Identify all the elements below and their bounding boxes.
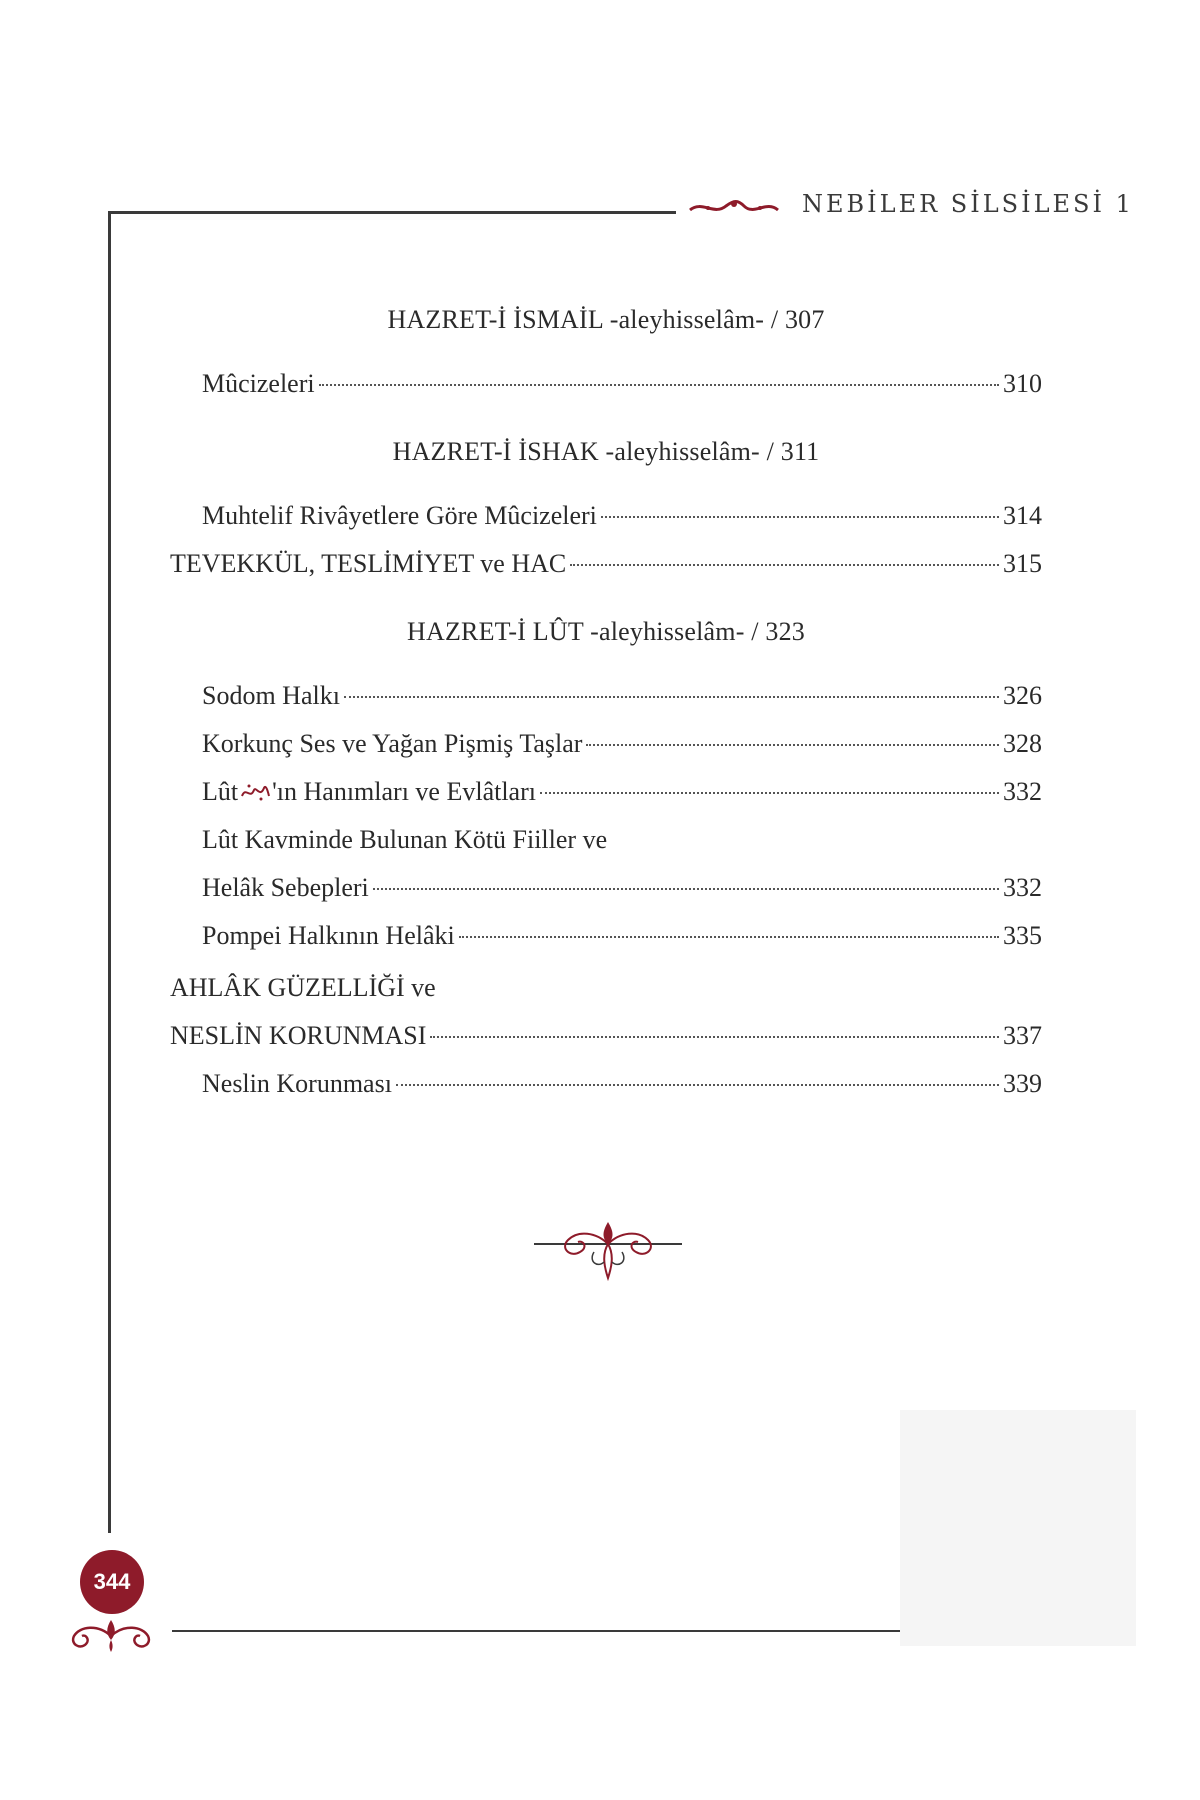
section-heading-ismail: HAZRET-İ İSMAİL -aleyhisselâm- / 307 bbox=[387, 305, 825, 334]
toc-entry-label: Neslin Korunması bbox=[202, 1069, 392, 1098]
toc-entry bbox=[170, 672, 1042, 720]
dot-leader bbox=[396, 1084, 999, 1086]
toc-entry-label: Mûcizeleri bbox=[202, 369, 315, 398]
table-of-contents bbox=[170, 296, 1042, 1108]
toc-entry bbox=[170, 864, 1042, 912]
toc-entry bbox=[170, 492, 1042, 540]
toc-entry bbox=[170, 1060, 1042, 1108]
dot-leader bbox=[540, 792, 999, 794]
dot-leader bbox=[586, 744, 999, 746]
frame-left-rule bbox=[108, 211, 111, 1533]
dot-leader bbox=[601, 516, 999, 518]
section-heading-ishak: HAZRET-İ İSHAK -aleyhisselâm- / 311 bbox=[392, 437, 820, 466]
toc-entry-page: 326 bbox=[1003, 681, 1042, 710]
toc-entry-page: 337 bbox=[1003, 1021, 1042, 1050]
toc-entry bbox=[170, 360, 1042, 408]
floral-flourish-icon bbox=[688, 196, 780, 218]
floral-divider-icon bbox=[528, 1218, 688, 1284]
dot-leader bbox=[344, 696, 999, 698]
toc-entry-page: 332 bbox=[1003, 777, 1042, 806]
page-number-badge: 344 bbox=[80, 1550, 144, 1614]
toc-entry bbox=[170, 768, 1042, 816]
toc-entry-page: 332 bbox=[1003, 873, 1042, 902]
dot-leader bbox=[570, 564, 999, 566]
toc-entry-label: Pompei Halkının Helâki bbox=[202, 921, 455, 950]
watermark bbox=[900, 1410, 1136, 1646]
toc-entry-label: Korkunç Ses ve Yağan Pişmiş Taşlar bbox=[202, 729, 583, 758]
toc-entry bbox=[170, 912, 1042, 960]
honorific-calligraphy-icon bbox=[240, 782, 270, 802]
frame-top-rule bbox=[108, 211, 676, 214]
toc-entry-ahlak bbox=[170, 1012, 1042, 1060]
toc-entry-label-line1: AHLÂK GÜZELLİĞİ ve bbox=[170, 973, 436, 1002]
toc-entry-label-line2: NESLİN KORUNMASI bbox=[170, 1021, 427, 1050]
toc-entry-page: 335 bbox=[1003, 921, 1042, 950]
toc-entry-label-end: 'ın Hanımları ve Evlâtları bbox=[272, 777, 536, 806]
toc-entry-label: Muhtelif Rivâyetlere Göre Mûcizeleri bbox=[202, 501, 597, 530]
toc-entry-page: 315 bbox=[1003, 549, 1042, 578]
toc-entry-label bbox=[202, 768, 536, 816]
dot-leader bbox=[459, 936, 999, 938]
toc-entry-page: 314 bbox=[1003, 501, 1042, 530]
toc-entry-label: TEVEKKÜL, TESLİMİYET ve HAC bbox=[170, 549, 567, 578]
running-header-title: NEBİLER SİLSİLESİ 1 bbox=[802, 190, 1134, 218]
toc-entry-tevekkul bbox=[170, 540, 1042, 588]
section-heading-lut: HAZRET-İ LÛT -aleyhisselâm- / 323 bbox=[407, 617, 805, 646]
toc-entry-label-line2: Helâk Sebepleri bbox=[202, 873, 369, 902]
dot-leader bbox=[373, 888, 999, 890]
toc-entry-label: Sodom Halkı bbox=[202, 681, 340, 710]
dot-leader bbox=[430, 1036, 999, 1038]
toc-entry-label-line1: Lût Kavminde Bulunan Kötü Fiiller ve bbox=[202, 825, 608, 854]
toc-entry-page: 339 bbox=[1003, 1069, 1042, 1098]
toc-entry-page: 328 bbox=[1003, 729, 1042, 758]
scroll-flourish-icon bbox=[66, 1614, 156, 1654]
dot-leader bbox=[319, 384, 999, 386]
toc-entry bbox=[170, 720, 1042, 768]
toc-entry-page: 310 bbox=[1003, 369, 1042, 398]
toc-entry-label-start: Lût bbox=[202, 777, 239, 806]
